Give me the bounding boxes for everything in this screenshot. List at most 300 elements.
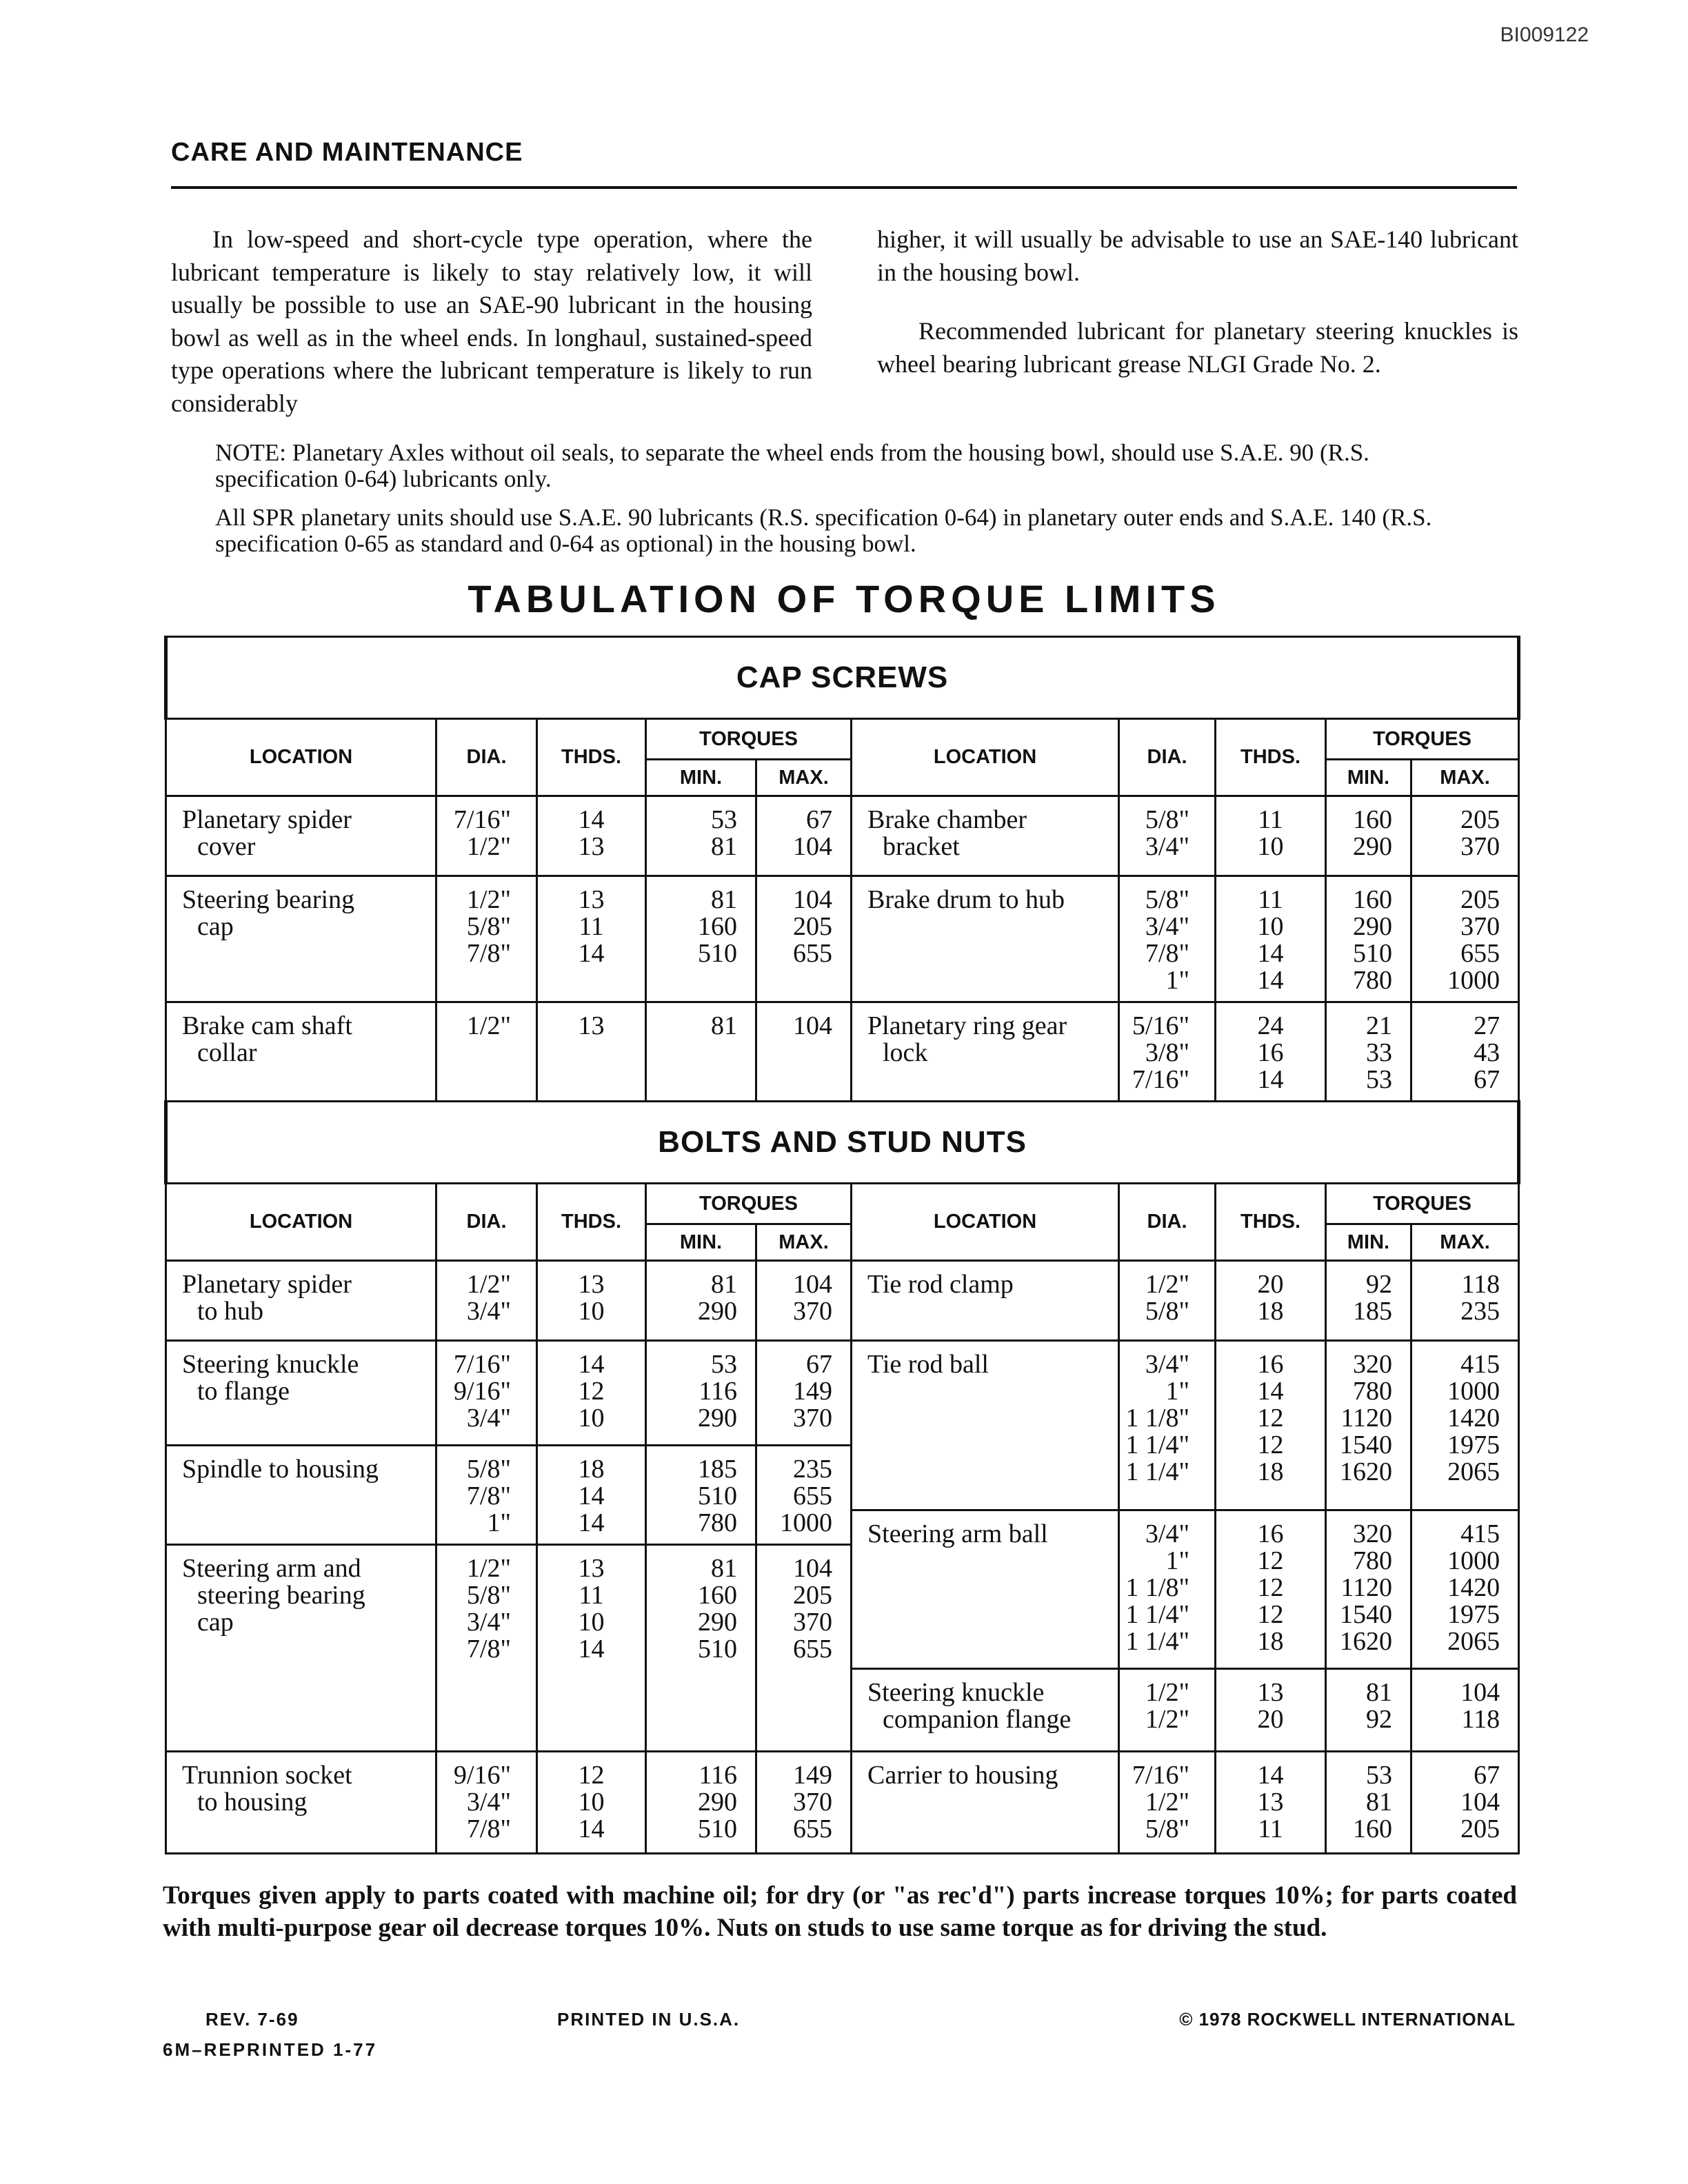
cell-line: 7/8" (466, 1635, 511, 1664)
cell-line: 1/2" (1145, 1270, 1189, 1299)
cell-line: Planetary spider (182, 1270, 352, 1299)
intro-paragraph-part1: In low-speed and short-cycle type operation, where the lubricant temperature is likely to stay relatively low, it will usually be possible to use an SAE-90 lubricant in the housing bowl as well as in the wheel ends. In longhaul, sustained-speed type operations where the lubricant temperature is likely to run considerably (171, 225, 812, 417)
header-thds: THDS. (1216, 719, 1326, 796)
cell-line: 10 (578, 1404, 605, 1433)
location-cell (166, 876, 436, 1002)
torque-max-cell (1411, 1261, 1519, 1341)
cell-line: 370 (793, 1297, 832, 1326)
cell-line: 3/4" (1145, 832, 1189, 861)
cell-line: 18 (1257, 1627, 1284, 1656)
location-cell (852, 1752, 1119, 1854)
header-max: MAX. (756, 760, 852, 796)
header-max: MAX. (1411, 760, 1519, 796)
cell-line: 92 (1366, 1270, 1392, 1299)
cell-line: 118 (1461, 1270, 1500, 1299)
dia-cell (436, 1752, 537, 1854)
cell-line: 12 (1257, 1404, 1284, 1433)
cell-line: 11 (1258, 885, 1283, 914)
cell-line: 92 (1366, 1705, 1392, 1734)
cell-line: Steering knuckle (182, 1350, 359, 1379)
cell-line: 3/4" (1145, 912, 1189, 941)
torque-table-body (166, 637, 1519, 1854)
location-cell (166, 1545, 436, 1752)
cell-line: companion flange (883, 1705, 1072, 1734)
thds-cell (537, 1002, 646, 1102)
cell-line: Tie rod ball (867, 1350, 989, 1379)
cell-line: Steering knuckle (867, 1678, 1045, 1707)
cell-line: 1540 (1340, 1430, 1392, 1459)
torque-max-cell (1411, 1341, 1519, 1510)
cap-screws-title: CAP SCREWS (166, 637, 1519, 719)
cell-line: 185 (1353, 1297, 1392, 1326)
header-min: MIN. (646, 1224, 756, 1261)
torque-min-cell (646, 1341, 756, 1446)
cell-line: 5/8" (1145, 1297, 1189, 1326)
cell-line: 1" (1165, 1546, 1189, 1575)
note-spr-units: All SPR planetary units should use S.A.E. 90 lubricants (R.S. specification 0-64) in planetary outer ends and S.A.E. 140 (R.S. specification 0-65 as standard and 0-64 as optional) in the housing bowl. (215, 504, 1432, 557)
header-dia: DIA. (436, 1184, 537, 1261)
cell-line: cap (197, 912, 234, 941)
thds-cell (537, 1752, 646, 1854)
table-row (166, 876, 1519, 1002)
header-dia: DIA. (1119, 719, 1216, 796)
cell-line: 24 (1257, 1011, 1284, 1040)
cell-line: 7/16" (453, 1350, 511, 1379)
header-thds: THDS. (1216, 1184, 1326, 1261)
cell-line: Steering arm ball (867, 1519, 1048, 1548)
intro-column-right (877, 223, 1518, 381)
cell-line: Planetary ring gear (867, 1011, 1067, 1040)
cell-line: 3/4" (466, 1608, 511, 1637)
thds-cell (537, 876, 646, 1002)
cell-line: 370 (1460, 912, 1500, 941)
cap-screws-heading-row (166, 637, 1519, 719)
cell-line: 7/16" (1132, 1761, 1189, 1790)
cell-line: 780 (1353, 1377, 1392, 1406)
cell-line: 1620 (1340, 1627, 1392, 1656)
cell-line: 1/2" (466, 1011, 511, 1040)
thds-cell (1216, 1510, 1326, 1669)
cell-line: 5/8" (1145, 1814, 1189, 1843)
cell-line: 12 (1257, 1546, 1284, 1575)
thds-cell (537, 796, 646, 876)
column-header-row (166, 1184, 1519, 1224)
cell-line: 3/4" (1145, 1350, 1189, 1379)
cell-line: 104 (793, 885, 832, 914)
torque-max-cell (1411, 1002, 1519, 1102)
cell-line: 67 (1474, 1065, 1500, 1094)
torque-min-cell (1326, 1341, 1411, 1510)
cell-line: 290 (698, 1404, 737, 1433)
cell-line: 1/2" (1145, 1678, 1189, 1707)
cell-line: 1120 (1340, 1404, 1392, 1433)
cell-line: 780 (1353, 966, 1392, 995)
cell-line: 9/16" (453, 1377, 511, 1406)
cell-line: 20 (1257, 1705, 1284, 1734)
cell-line: 185 (698, 1455, 737, 1484)
torque-min-cell (646, 1545, 756, 1752)
cell-line: 1120 (1340, 1573, 1392, 1602)
cell-line: 1/2" (466, 1554, 511, 1583)
cell-line: cap (197, 1608, 234, 1637)
reprint-code: 6M–REPRINTED 1-77 (163, 2039, 378, 2060)
header-torques: TORQUES (646, 1184, 852, 1224)
header-min: MIN. (1326, 760, 1411, 796)
cell-line: bracket (883, 832, 960, 861)
thds-cell (537, 1261, 646, 1341)
cell-line: 13 (1257, 1788, 1284, 1817)
cell-line: 510 (698, 1635, 737, 1664)
cell-line: 14 (1257, 939, 1284, 968)
location-cell (166, 796, 436, 876)
printed-in: PRINTED IN U.S.A. (557, 2009, 741, 2030)
cell-line: 14 (578, 1350, 605, 1379)
cell-line: 11 (579, 912, 604, 941)
dia-cell (1119, 1510, 1216, 1669)
dia-cell (436, 1446, 537, 1545)
torque-min-cell (646, 1446, 756, 1545)
cell-line: 12 (578, 1377, 605, 1406)
cell-line: 5/16" (1132, 1011, 1189, 1040)
cell-line: 104 (1460, 1788, 1500, 1817)
cell-line: 67 (806, 1350, 832, 1379)
torque-min-cell (1326, 876, 1411, 1002)
cell-line: 81 (711, 1554, 737, 1583)
location-cell (852, 1341, 1119, 1510)
cell-line: 510 (1353, 939, 1392, 968)
cell-line: 116 (699, 1761, 737, 1790)
torque-max-cell (1411, 1669, 1519, 1752)
table-title: TABULATION OF TORQUE LIMITS (468, 577, 1220, 620)
cell-line: Planetary spider (182, 805, 352, 834)
column-header-row (166, 719, 1519, 760)
dia-cell (1119, 796, 1216, 876)
cell-line: 1 1/4" (1125, 1627, 1189, 1656)
cell-line: 655 (1460, 939, 1500, 968)
cell-line: 14 (1257, 1377, 1284, 1406)
cell-line: 13 (578, 885, 605, 914)
dia-cell (436, 796, 537, 876)
cell-line: 290 (698, 1608, 737, 1637)
cell-line: Steering arm and (182, 1554, 361, 1583)
header-thds: THDS. (537, 1184, 646, 1261)
thds-cell (537, 1446, 646, 1545)
torque-footnote: Torques given apply to parts coated with machine oil; for dry (or "as rec'd") parts increase torques 10%; for parts coated with multi-purpose gear oil decrease torques 10%. Nuts on studs to use same torque as for driving the stud. (163, 1881, 1517, 1942)
torque-min-cell (1326, 1510, 1411, 1669)
cell-line: 14 (578, 805, 605, 834)
cell-line: 1/2" (1145, 1705, 1189, 1734)
location-cell (852, 1510, 1119, 1669)
cell-line: 149 (793, 1377, 832, 1406)
thds-cell (1216, 876, 1326, 1002)
cell-line: 1 1/8" (1125, 1404, 1189, 1433)
cell-line: 149 (793, 1761, 832, 1790)
cell-line: 1/2" (1145, 1788, 1189, 1817)
dia-cell (436, 1545, 537, 1752)
cell-line: 5/8" (1145, 885, 1189, 914)
torque-min-cell (646, 1752, 756, 1854)
cell-line: 18 (1257, 1457, 1284, 1486)
torque-min-cell (1326, 1669, 1411, 1752)
cell-line: 12 (1257, 1573, 1284, 1602)
cell-line: lock (883, 1038, 928, 1067)
bolts-stud-nuts-title: BOLTS AND STUD NUTS (166, 1102, 1519, 1184)
cell-line: 5/8" (466, 1455, 511, 1484)
note-oil-seals: NOTE: Planetary Axles without oil seals, to separate the wheel ends from the housing bowl, should use S.A.E. 90 (R.S. specification 0-64) lubricants only. (215, 439, 1369, 492)
cell-line: 18 (1257, 1297, 1284, 1326)
torque-max-cell (756, 876, 852, 1002)
location-cell (852, 1002, 1119, 1102)
cell-line: 1000 (780, 1508, 832, 1537)
dia-cell (1119, 876, 1216, 1002)
cell-line: 53 (1366, 1065, 1392, 1094)
cell-line: to housing (197, 1788, 308, 1817)
cell-line: 1000 (1447, 966, 1500, 995)
cell-line: 1 1/4" (1125, 1457, 1189, 1486)
cell-line: 780 (1353, 1546, 1392, 1575)
dia-cell (436, 1341, 537, 1446)
cell-line: 205 (1460, 1814, 1500, 1843)
cell-line: 3/4" (466, 1404, 511, 1433)
cell-line: 370 (793, 1788, 832, 1817)
cell-line: 1" (1165, 966, 1189, 995)
cell-line: 1/2" (466, 832, 511, 861)
cell-line: 14 (578, 1814, 605, 1843)
intro-paragraph-part2: higher, it will usually be advisable to use an SAE-140 lubricant in the housing bowl. (877, 225, 1518, 286)
cell-line: 1975 (1447, 1600, 1500, 1629)
lubricant-recommendation: Recommended lubricant for planetary steering knuckles is wheel bearing lubricant grease NLGI Grade No. 2. (877, 317, 1518, 378)
cell-line: steering bearing (197, 1581, 365, 1610)
cell-line: 7/8" (466, 1814, 511, 1843)
cell-line: Carrier to housing (867, 1761, 1058, 1790)
revision-code: REV. 7-69 (205, 2009, 299, 2030)
header-torques: TORQUES (1326, 719, 1519, 760)
location-cell (166, 1752, 436, 1854)
cell-line: 2065 (1447, 1627, 1500, 1656)
torque-max-cell (1411, 796, 1519, 876)
header-min: MIN. (1326, 1224, 1411, 1261)
cell-line: 1975 (1447, 1430, 1500, 1459)
cell-line: 81 (711, 1270, 737, 1299)
table-row (166, 1341, 1519, 1446)
torque-limits-table (164, 636, 1520, 1854)
torque-max-cell (1411, 1510, 1519, 1669)
torque-max-cell (756, 796, 852, 876)
cell-line: Spindle to housing (182, 1455, 379, 1484)
cell-line: to hub (197, 1297, 264, 1326)
cell-line: 160 (1353, 805, 1392, 834)
cell-line: 1/2" (466, 885, 511, 914)
cell-line: 1420 (1447, 1573, 1500, 1602)
torque-max-cell (1411, 1752, 1519, 1854)
cell-line: 205 (793, 912, 832, 941)
cell-line: 1" (487, 1508, 511, 1537)
cell-line: 290 (1353, 832, 1392, 861)
cell-line: 370 (793, 1404, 832, 1433)
thds-cell (1216, 1752, 1326, 1854)
cell-line: 13 (578, 1270, 605, 1299)
cell-line: 118 (1461, 1705, 1500, 1734)
table-row (166, 1752, 1519, 1854)
cell-line: 10 (578, 1788, 605, 1817)
location-cell (166, 1002, 436, 1102)
cell-line: 33 (1366, 1038, 1392, 1067)
cell-line: 510 (698, 1814, 737, 1843)
location-cell (852, 1669, 1119, 1752)
document-id: BI009122 (1500, 23, 1589, 46)
cell-line: 104 (793, 832, 832, 861)
header-dia: DIA. (436, 719, 537, 796)
cell-line: 160 (698, 1581, 737, 1610)
cell-line: 53 (711, 805, 737, 834)
torque-min-cell (646, 1002, 756, 1102)
cell-line: 104 (1460, 1678, 1500, 1707)
cell-line: 12 (1257, 1600, 1284, 1629)
bolts-stud-nuts-heading-row (166, 1102, 1519, 1184)
cell-line: 2065 (1447, 1457, 1500, 1486)
cell-line: 13 (1257, 1678, 1284, 1707)
intro-column-left (171, 223, 812, 420)
header-location: LOCATION (166, 719, 436, 796)
torque-min-cell (1326, 1261, 1411, 1341)
cell-line: 10 (578, 1297, 605, 1326)
cell-line: 14 (1257, 966, 1284, 995)
thds-cell (1216, 1261, 1326, 1341)
torque-min-cell (1326, 796, 1411, 876)
header-location: LOCATION (852, 1184, 1119, 1261)
cell-line: 655 (793, 1814, 832, 1843)
cell-line: 21 (1366, 1011, 1392, 1040)
thds-cell (1216, 1002, 1326, 1102)
torque-max-cell (756, 1261, 852, 1341)
cell-line: 16 (1257, 1519, 1284, 1548)
cell-line: Brake chamber (867, 805, 1027, 834)
location-cell (166, 1261, 436, 1341)
table-row (166, 1261, 1519, 1341)
cell-line: 14 (1257, 1761, 1284, 1790)
header-max: MAX. (1411, 1224, 1519, 1261)
cell-line: 235 (1460, 1297, 1500, 1326)
cell-line: 235 (793, 1455, 832, 1484)
thds-cell (537, 1545, 646, 1752)
cell-line: 1420 (1447, 1404, 1500, 1433)
location-cell (166, 1446, 436, 1545)
torque-max-cell (756, 1002, 852, 1102)
torque-max-cell (756, 1545, 852, 1752)
location-cell (852, 876, 1119, 1002)
header-max: MAX. (756, 1224, 852, 1261)
cell-line: 11 (579, 1581, 604, 1610)
cell-line: 1/2" (466, 1270, 511, 1299)
cell-line: 81 (711, 832, 737, 861)
cell-line: collar (197, 1038, 257, 1067)
cell-line: 415 (1460, 1350, 1500, 1379)
cell-line: 104 (793, 1270, 832, 1299)
cell-line: 10 (1257, 832, 1284, 861)
cell-line: 655 (793, 939, 832, 968)
torque-min-cell (1326, 1752, 1411, 1854)
header-min: MIN. (646, 760, 756, 796)
cell-line: 3/8" (1145, 1038, 1189, 1067)
cell-line: 780 (698, 1508, 737, 1537)
cell-line: 510 (698, 939, 737, 968)
thds-cell (1216, 1669, 1326, 1752)
cell-line: 3/4" (466, 1788, 511, 1817)
cell-line: 370 (1460, 832, 1500, 861)
torque-min-cell (646, 796, 756, 876)
location-cell (852, 796, 1119, 876)
cell-line: Brake drum to hub (867, 885, 1065, 914)
cell-line: 27 (1474, 1011, 1500, 1040)
thds-cell (1216, 796, 1326, 876)
cell-line: 1 1/4" (1125, 1600, 1189, 1629)
dia-cell (436, 876, 537, 1002)
torque-max-cell (1411, 876, 1519, 1002)
dia-cell (1119, 1261, 1216, 1341)
cell-line: 7/8" (466, 1482, 511, 1510)
cell-line: 205 (1460, 885, 1500, 914)
table-row (166, 796, 1519, 876)
cell-line: 5/8" (466, 912, 511, 941)
cell-line: 14 (1257, 1065, 1284, 1094)
dia-cell (1119, 1669, 1216, 1752)
dia-cell (1119, 1341, 1216, 1510)
cell-line: 7/8" (466, 939, 511, 968)
cell-line: Tie rod clamp (867, 1270, 1014, 1299)
cell-line: 104 (793, 1011, 832, 1040)
cell-line: 290 (1353, 912, 1392, 941)
torque-max-cell (756, 1752, 852, 1854)
cell-line: 81 (711, 885, 737, 914)
cell-line: 20 (1257, 1270, 1284, 1299)
cell-line: 655 (793, 1635, 832, 1664)
cell-line: 290 (698, 1297, 737, 1326)
torque-min-cell (1326, 1002, 1411, 1102)
cell-line: 81 (711, 1011, 737, 1040)
location-cell (852, 1261, 1119, 1341)
cell-line: 12 (1257, 1430, 1284, 1459)
cell-line: 7/16" (453, 805, 511, 834)
cell-line: 7/16" (1132, 1065, 1189, 1094)
cell-line: 9/16" (453, 1761, 511, 1790)
dia-cell (436, 1002, 537, 1102)
cell-line: 320 (1353, 1350, 1392, 1379)
section-header: CARE AND MAINTENANCE (171, 138, 523, 167)
cell-line: 10 (1257, 912, 1284, 941)
header-torques: TORQUES (1326, 1184, 1519, 1224)
cell-line: 1" (1165, 1377, 1189, 1406)
cell-line: 81 (1366, 1678, 1392, 1707)
header-torques: TORQUES (646, 719, 852, 760)
header-location: LOCATION (166, 1184, 436, 1261)
cell-line: Steering bearing (182, 885, 355, 914)
cell-line: 10 (578, 1608, 605, 1637)
cell-line: 205 (793, 1581, 832, 1610)
cell-line: Trunnion socket (182, 1761, 352, 1790)
cell-line: 12 (578, 1761, 605, 1790)
cell-line: 13 (578, 832, 605, 861)
dia-cell (436, 1261, 537, 1341)
torque-min-cell (646, 1261, 756, 1341)
cell-line: 160 (1353, 1814, 1392, 1843)
cell-line: 415 (1460, 1519, 1500, 1548)
cell-line: 18 (578, 1455, 605, 1484)
cell-line: 53 (711, 1350, 737, 1379)
cell-line: 1 1/4" (1125, 1430, 1189, 1459)
cell-line: cover (197, 832, 256, 861)
cell-line: 370 (793, 1608, 832, 1637)
cell-line: 11 (1258, 1814, 1283, 1843)
